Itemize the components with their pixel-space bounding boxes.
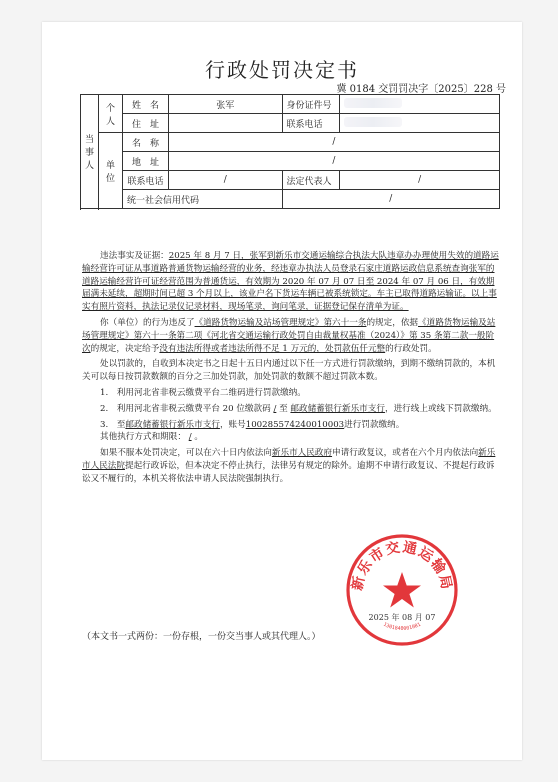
method2-pre: 2. 利用河北省非税云缴费平台 20 位缴款码 <box>100 403 271 414</box>
method3-bank: 邮政储蓄银行新乐市支行 <box>125 419 220 430</box>
penalty-post: 的行政处罚。 <box>385 343 437 354</box>
method2-mid: 至 <box>279 403 288 414</box>
other-pre: 其他执行方式和期限： <box>100 432 186 443</box>
payment-paragraph: 处以罚款的，自收到本决定书之日起十五日内通过以下任一方式进行罚款缴纳，到期不缴纳罚款的，本机关可以每日按罚款数额的百分之三加处罚款，加处罚款的数额不超过罚款本数。 <box>82 359 496 383</box>
other-execution <box>82 431 502 444</box>
star-icon <box>383 572 421 608</box>
phone-value-redacted <box>340 114 500 133</box>
phone-label: 联系电话 <box>282 114 340 133</box>
id-value-redacted <box>340 95 500 114</box>
party-label-cell <box>81 95 99 209</box>
method3-post: 进行罚款缴纳。 <box>344 419 405 430</box>
appeal-mid: 申请行政复议，或者在六个月内依法向 <box>332 448 479 459</box>
document-number: 冀 0184 交罚罚决字〔2025〕228 号 <box>336 84 506 95</box>
unit-phone-label: 联系电话 <box>122 171 168 190</box>
address-value-redacted <box>168 114 282 133</box>
violated-law: 《道路货物运输及站场管理规定》第六十一条 <box>194 317 367 328</box>
individual-label: 个人 <box>105 103 115 127</box>
basis-law: 《道路货物运输及站场管理规定》第六十一条第二项《河北省交通运输行政处罚自由裁量权基准（2024）》第 35 条第二款一般阶次 <box>82 317 496 354</box>
facts-text: 2025 年 8 月 7 日，张军到新乐市交通运输综合执法大队违章办办理使用失效的道路运输经营许可证从事道路普通货物运输经营的业务，经违章办执法人员登录石家庄道路运政信息系统查询张军的道路运输经营许可证经营范围为普通货运，有效期为 2020 年 07 月 07 日至 2024 年 07 月 06 日，有效期届满未延续，超期时间已超 3 个月以上，该业户名下货运车辆已被系统锁定。车主已取得道路运输证。以上事实有照片资料，执法记录仪记录材料，现场笔录，询问笔录，证据登记保存清单为证。 <box>82 251 499 313</box>
legal-rep-value: / <box>340 171 500 190</box>
unit-address-label: 地 址 <box>122 152 168 171</box>
appeal-pre: 如果不服本处罚决定，可以在六十日内依法向 <box>100 448 272 459</box>
seal-graphic <box>342 530 462 650</box>
redaction-mark <box>344 117 402 127</box>
method3-mid: ，账号 <box>219 419 246 430</box>
basis-mid: 的规定，决定给予 <box>90 343 160 354</box>
svg-text:1301840001081 <box>382 622 422 632</box>
penalty-decision-document <box>42 22 522 760</box>
payment-method-3 <box>82 419 502 432</box>
payment-method-1: 1. 利用河北省非税云缴费平台二维码进行罚款缴纳。 <box>100 387 306 398</box>
appeal-end: 提起行政诉讼，但本决定不停止执行，法律另有规定的除外。逾期不申请行政复议、不提起行政诉讼又不履行的，本机关将依法申请人民法院强制执行。 <box>82 460 495 484</box>
facts-label: 违法事实及证据： <box>100 251 169 261</box>
violation-mid: 的规定，依据 <box>366 317 419 328</box>
appeal-paragraph <box>82 447 502 485</box>
redaction-mark <box>344 98 402 108</box>
other-value: / <box>188 432 192 443</box>
unit-label: 单位 <box>105 160 115 184</box>
method2-post: ，进行线上或线下罚款缴纳。 <box>384 403 497 414</box>
seal-serial: 1301840001081 <box>382 621 422 632</box>
facts-paragraph <box>82 250 502 314</box>
penalty-text: 没有违法所得或者违法所得不足 1 万元的，处罚款伍仟元整 <box>159 343 386 354</box>
unit-phone-value: / <box>168 171 282 190</box>
unit-address-value: / <box>168 152 499 171</box>
official-seal <box>342 530 462 650</box>
method2-code: / <box>273 403 277 414</box>
appeal-court: 新乐市人民法院 <box>82 448 496 471</box>
unit-name-value: / <box>168 133 499 152</box>
party-info-table <box>80 94 500 209</box>
violation-paragraph <box>82 317 502 355</box>
document-footer-note: （本文书一式两份：一份存根，一份交当事人或其代理人。） <box>82 632 321 642</box>
credit-code-value: / <box>282 190 499 209</box>
name-label: 姓 名 <box>122 95 168 114</box>
id-label: 身份证件号 <box>282 95 340 114</box>
unit-name-label: 名 称 <box>122 133 168 152</box>
legal-rep-label: 法定代表人 <box>282 171 340 190</box>
appeal-government: 新乐市人民政府 <box>271 448 333 459</box>
party-label: 当事人 <box>85 135 95 171</box>
method2-bank: 邮政储蓄银行新乐市支行 <box>290 403 385 414</box>
seal-date: 2025 年 08 月 07 <box>368 613 436 622</box>
method3-account: 100285574240010003 <box>245 419 345 430</box>
violation-pre: 你（单位）的行为违反了 <box>100 317 195 328</box>
other-post: 。 <box>194 432 203 443</box>
document-title: 行政处罚决定书 <box>205 58 359 82</box>
credit-code-label: 统一社会信用代码 <box>122 190 282 209</box>
decision-body <box>82 250 502 486</box>
unit-label-cell <box>99 133 123 209</box>
address-label: 住 址 <box>122 114 168 133</box>
method3-pre: 3. 至 <box>100 419 126 430</box>
name-value: 张军 <box>168 95 282 114</box>
individual-label-cell <box>99 95 123 133</box>
seal-org-text: 新乐市交通运输局 <box>349 539 455 593</box>
payment-method-2 <box>82 403 502 416</box>
